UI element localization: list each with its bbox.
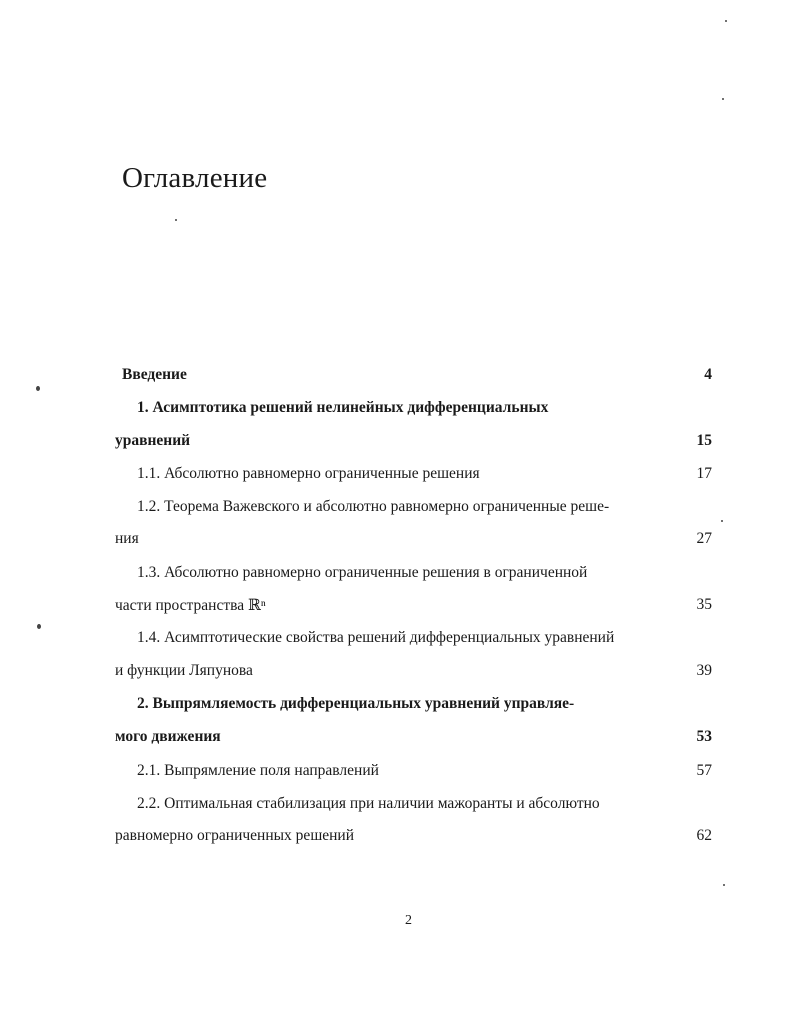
toc-label: равномерно ограниченных решений <box>115 827 355 844</box>
toc-label: и функции Ляпунова <box>115 662 253 679</box>
scan-speck <box>36 386 40 391</box>
toc-page: 17 <box>696 465 712 482</box>
scan-speck <box>722 98 724 100</box>
scan-speck <box>725 20 727 22</box>
toc-page: 27 <box>696 530 712 547</box>
toc-page: 53 <box>696 728 712 745</box>
toc-label: 1.1. Абсолютно равномерно ограниченные решения <box>137 465 480 482</box>
toc-page: 62 <box>696 827 712 844</box>
toc-label: ния <box>115 530 139 547</box>
toc-label: мого движения <box>115 728 221 745</box>
toc-label: 2. Выпрямляемость дифференциальных уравнений управляе- <box>137 695 575 712</box>
toc-label: 1.3. Абсолютно равномерно ограниченные решения в ограниченной <box>137 564 588 581</box>
scan-speck <box>721 520 723 522</box>
toc-page: 57 <box>696 762 712 779</box>
page-number: 2 <box>405 913 412 928</box>
toc-label: уравнений <box>115 432 191 449</box>
toc-page: 39 <box>696 662 712 679</box>
toc-label: 1. Асимптотика решений нелинейных дифференциальных <box>137 399 549 416</box>
toc-page: 4 <box>704 366 712 383</box>
scan-speck <box>37 624 41 629</box>
page-title: Оглавление <box>122 162 268 194</box>
toc-label: части пространства ℝⁿ <box>115 597 266 614</box>
toc-label: 2.1. Выпрямление поля направлений <box>137 762 379 779</box>
toc-label: 1.4. Асимптотические свойства решений дифференциальных уравнений <box>137 629 615 646</box>
toc-label: 1.2. Теорема Важевского и абсолютно равномерно ограниченные реше- <box>137 498 610 515</box>
scan-speck <box>723 884 725 886</box>
toc-label: 2.2. Оптимальная стабилизация при наличии мажоранты и абсолютно <box>137 795 600 812</box>
toc-page: 15 <box>696 432 712 449</box>
toc-label: Введение <box>122 366 187 383</box>
scan-speck <box>175 219 177 221</box>
toc-page: 35 <box>696 596 712 613</box>
